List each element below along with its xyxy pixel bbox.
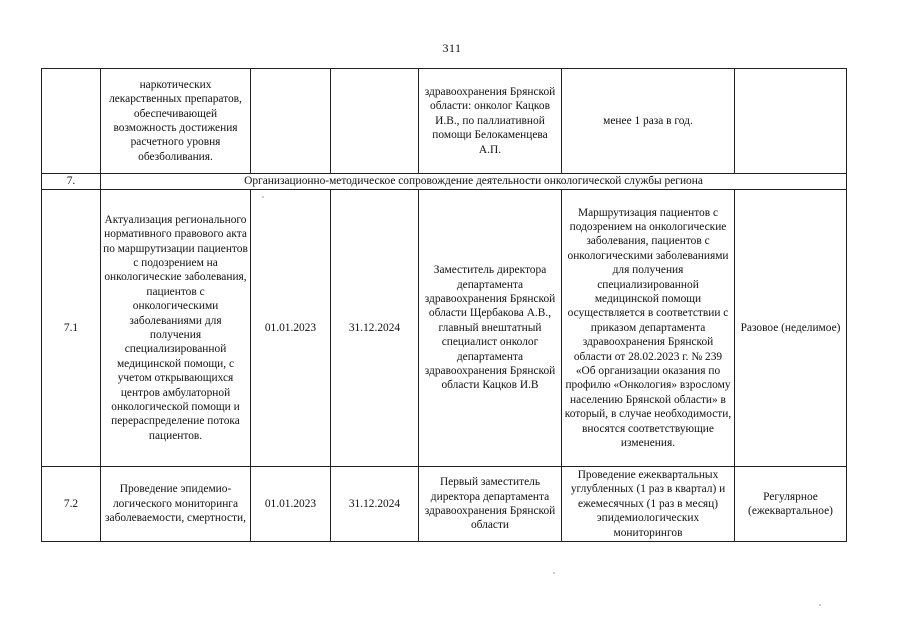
cell-num: 7.1 [42, 190, 101, 467]
cell-start: 01.01.2023 [251, 467, 331, 542]
section-row [42, 174, 847, 190]
table-row-7-1 [42, 190, 847, 467]
cell-result: менее 1 раза в год. [562, 69, 735, 174]
cell-responsible: здравоохранения Брянской области: онколог Кацков И.В., по паллиативной помощи Белокаменцева А.П. [419, 69, 562, 174]
cell-num: 7.2 [42, 467, 101, 542]
page-number: 311 [442, 41, 462, 55]
cell-start [251, 69, 331, 174]
cell-type: Разовое (неделимое) [735, 190, 847, 467]
cell-end: 31.12.2024 [331, 467, 419, 542]
cell-end: 31.12.2024 [331, 190, 419, 467]
table-row-continued [42, 69, 847, 174]
cell-result: Маршрутизация пациентов с подозрением на онкологические заболевания, пациентов с онкологическими заболеваниями для получения специализированной медицинской помощи осуществляется в соответствии с приказом департамента здравоохранения Брянской области от 28.02.2023 г. № 239 «Об организации оказания по профилю «Онкология» взрослому населению Брянской области» в который, в случае необходимости, вносятся соответствующие изменения. [562, 190, 735, 467]
action-plan-table [41, 68, 847, 542]
cell-responsible: Заместитель директора департамента здравоохранения Брянской области Щербакова А.В., главный внештатный специалист онколог департамента здравоохранения Брянской области Кацков И.В [419, 190, 562, 467]
cell-start: 01.01.2023 [251, 190, 331, 467]
table-row-7-2 [42, 467, 847, 542]
cell-measure: наркотических лекарственных препаратов, обеспечивающей возможность достижения расчетного уровня обезболивания. [101, 69, 251, 174]
cell-result: Проведение ежеквартальных углубленных (1 раз в квартал) и ежемесячных (1 раз в месяц) эпидемиологических мониторингов [562, 467, 735, 542]
cell-end [331, 69, 419, 174]
cell-type [735, 69, 847, 174]
cell-responsible: Первый заместитель директора департамента здравоохранения Брянской области [419, 467, 562, 542]
cell-measure: Актуализация регионального нормативного правового акта по маршрутизации пациентов с подозрением на онкологические заболевания, пациентов с онкологическими заболеваниями для получения специализированной медицинской помощи, с учетом открывающихся центров амбулаторной онкологической помощи и перераспределение потока пациентов. [101, 190, 251, 467]
scan-speck [262, 196, 264, 198]
cell-measure: Проведение эпидемио-логического мониторинга заболеваемости, смертности, [101, 467, 251, 542]
cell-num [42, 69, 101, 174]
scan-speck [553, 572, 555, 574]
section-number: 7. [42, 174, 101, 190]
scan-speck [819, 604, 821, 606]
cell-type: Регулярное (ежеквартальное) [735, 467, 847, 542]
section-title: Организационно-методическое сопровождение деятельности онкологической службы региона [101, 174, 847, 190]
